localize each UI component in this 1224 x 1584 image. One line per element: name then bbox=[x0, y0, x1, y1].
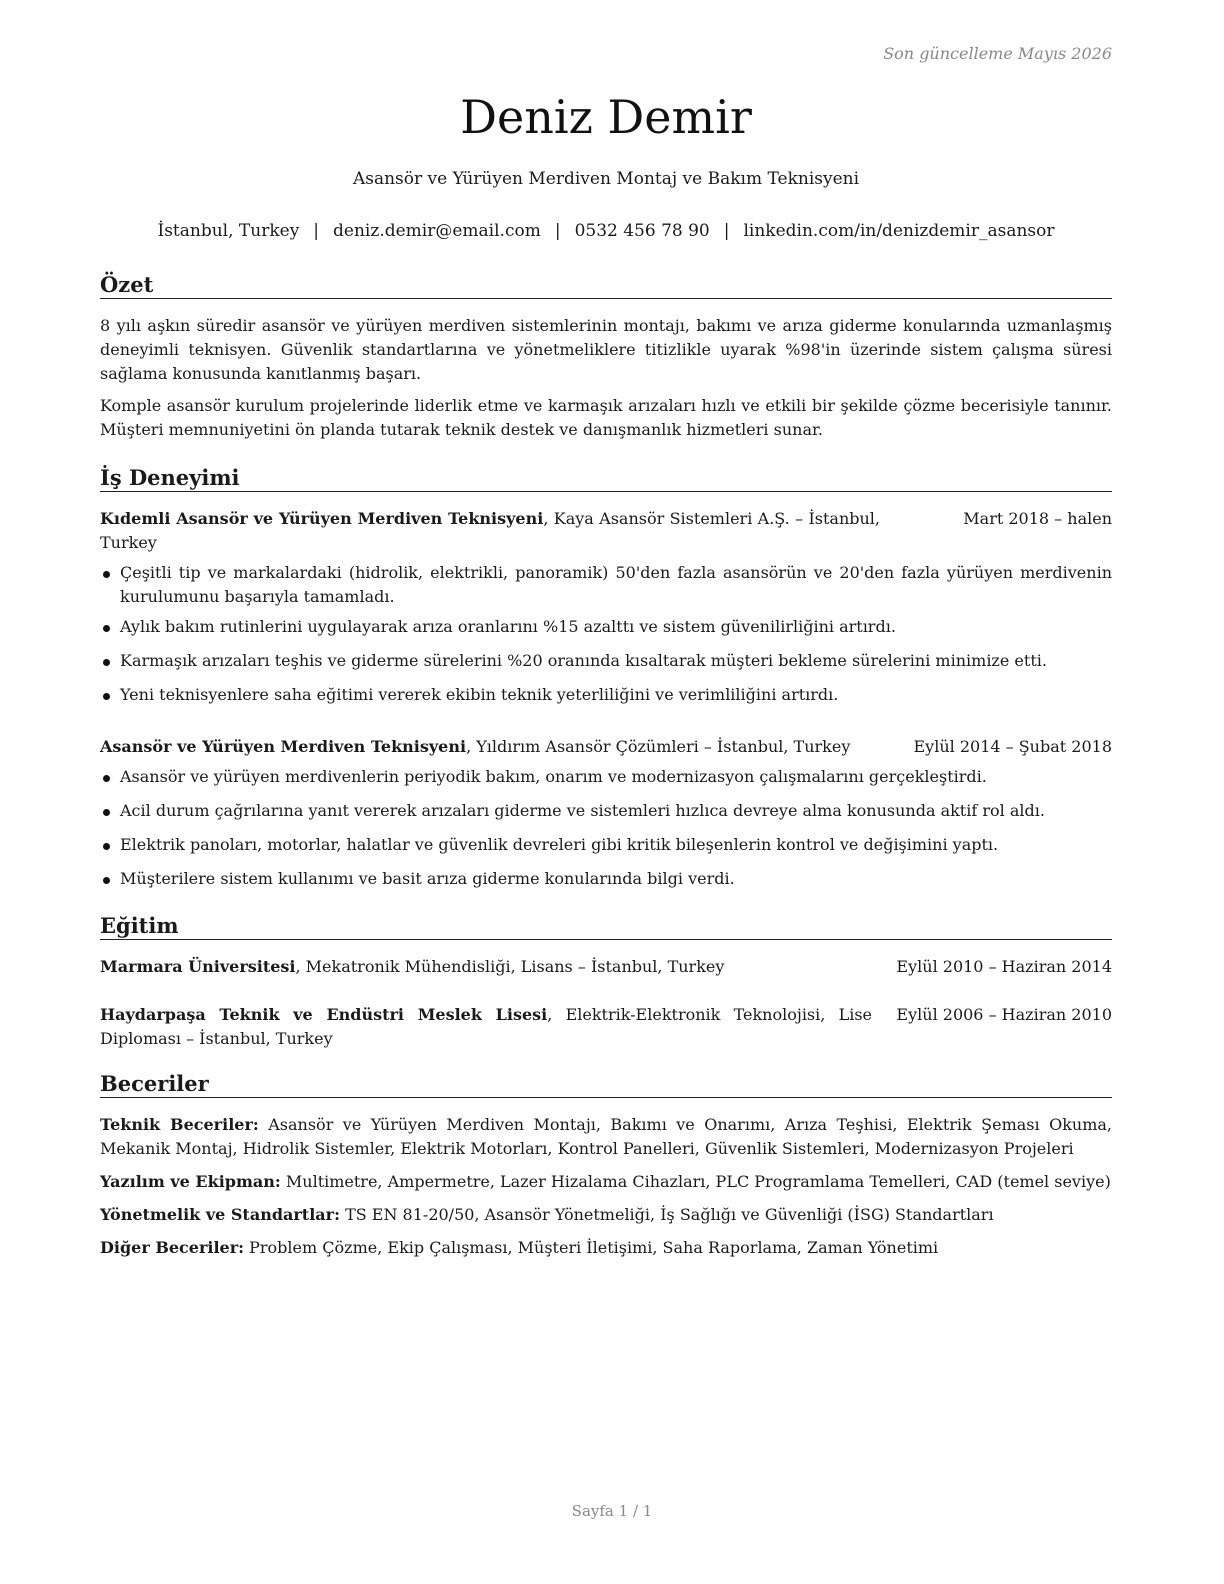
bullet-item: Elektrik panoları, motorlar, halatlar ve güvenlik devreleri gibi kritik bileşenlerin kontrol ve değişimini yaptı. bbox=[100, 833, 1112, 857]
job-entry bbox=[100, 507, 1112, 707]
section-title: Özet bbox=[100, 272, 1112, 299]
skill-row bbox=[100, 1113, 1112, 1161]
bullet-item: Yeni teknisyenlere saha eğitimi vererek ekibin teknik yeterliliğini ve verimliliğini artırdı. bbox=[100, 683, 1112, 707]
skill-label: Yazılım ve Ekipman: bbox=[100, 1172, 281, 1191]
skill-label: Diğer Beceriler: bbox=[100, 1238, 245, 1257]
education-detail: , Elektrik-Elektronik Teknolojisi, Lise Diploması – İstanbul, Turkey bbox=[100, 1005, 872, 1048]
job-bullets bbox=[100, 765, 1112, 891]
school-name: Marmara Üniversitesi bbox=[100, 957, 296, 976]
job-entry bbox=[100, 735, 1112, 891]
education-entry bbox=[100, 955, 1112, 979]
bullet-item: Çeşitli tip ve markalardaki (hidrolik, elektrikli, panoramik) 50'den fazla asansörün ve 20'den fazla yürüyen merdivenin kurulumunu başarıyla tamamladı. bbox=[100, 561, 1112, 609]
summary-section bbox=[100, 272, 1112, 442]
job-header bbox=[100, 735, 1112, 759]
last-updated: Son güncelleme Mayıs 2026 bbox=[883, 44, 1112, 63]
separator: | bbox=[723, 221, 730, 241]
location: İstanbul, Turkey bbox=[157, 221, 300, 241]
education-detail: , Mekatronik Mühendisliği, Lisans – İstanbul, Turkey bbox=[295, 957, 725, 976]
section-title: Beceriler bbox=[100, 1071, 1112, 1098]
job-company: , Yıldırım Asansör Çözümleri – İstanbul, Turkey bbox=[466, 737, 851, 756]
education-entry bbox=[100, 1003, 1112, 1051]
school-name: Haydarpaşa Teknik ve Endüstri Meslek Lisesi bbox=[100, 1005, 548, 1024]
separator: | bbox=[313, 221, 320, 241]
summary-paragraph: Komple asansör kurulum projelerinde liderlik etme ve karmaşık arızaları hızlı ve etkili bir şekilde çözme becerisiyle tanınır. Müşteri memnuniyetini ön planda tutarak teknik destek ve danışmanlık hizmetleri sunar. bbox=[100, 396, 1112, 439]
bullet-item: Asansör ve yürüyen merdivenlerin periyodik bakım, onarım ve modernizasyon çalışmalarını gerçekleştirdi. bbox=[100, 765, 1112, 789]
section-title: İş Deneyimi bbox=[100, 465, 1112, 492]
education-dates: Eylül 2010 – Haziran 2014 bbox=[892, 955, 1112, 979]
skill-row bbox=[100, 1236, 1112, 1260]
linkedin-link[interactable]: linkedin.com/in/denizdemir_asansor bbox=[743, 221, 1055, 241]
skill-row bbox=[100, 1170, 1112, 1194]
bullet-item: Müşterilere sistem kullanımı ve basit arıza giderme konularında bilgi verdi. bbox=[100, 867, 1112, 891]
bullet-item: Aylık bakım rutinlerini uygulayarak arıza oranlarını %15 azalttı ve sistem güvenilirliğini artırdı. bbox=[100, 615, 1112, 639]
email-link[interactable]: deniz.demir@email.com bbox=[333, 221, 541, 241]
skills-section bbox=[100, 1071, 1112, 1260]
job-company: , Kaya Asansör Sistemleri A.Ş. – İstanbul, Turkey bbox=[100, 509, 880, 552]
job-header bbox=[100, 507, 1112, 555]
headline: Asansör ve Yürüyen Merdiven Montaj ve Bakım Teknisyeni bbox=[352, 169, 860, 189]
candidate-name: Deniz Demir bbox=[460, 90, 752, 144]
education-section bbox=[100, 913, 1112, 1051]
skill-value: TS EN 81-20/50, Asansör Yönetmeliği, İş Sağlığı ve Güvenliği (İSG) Standartları bbox=[339, 1205, 994, 1224]
skill-value: Multimetre, Ampermetre, Lazer Hizalama Cihazları, PLC Programlama Temelleri, CAD (temel seviye) bbox=[280, 1172, 1111, 1191]
job-dates: Mart 2018 – halen bbox=[959, 507, 1112, 531]
section-title: Eğitim bbox=[100, 913, 1112, 940]
bullet-item: Karmaşık arızaları teşhis ve giderme sürelerini %20 oranında kısaltarak müşteri bekleme sürelerini minimize etti. bbox=[100, 649, 1112, 673]
job-role: Asansör ve Yürüyen Merdiven Teknisyeni bbox=[100, 737, 467, 756]
skill-label: Teknik Beceriler: bbox=[100, 1115, 259, 1134]
separator: | bbox=[554, 221, 561, 241]
job-bullets bbox=[100, 561, 1112, 707]
skill-row bbox=[100, 1203, 1112, 1227]
contact-line bbox=[100, 220, 1112, 242]
phone: 0532 456 78 90 bbox=[574, 221, 710, 241]
experience-section bbox=[100, 465, 1112, 891]
page-number: Sayfa 1 / 1 bbox=[571, 1502, 653, 1520]
bullet-item: Acil durum çağrılarına yanıt vererek arızaları giderme ve sistemleri hızlıca devreye alma konusunda aktif rol aldı. bbox=[100, 799, 1112, 823]
job-role: Kıdemli Asansör ve Yürüyen Merdiven Teknisyeni bbox=[100, 509, 544, 528]
summary-paragraph: 8 yılı aşkın süredir asansör ve yürüyen merdiven sistemlerinin montajı, bakımı ve arıza giderme konularında uzmanlaşmış deneyimli teknisyen. Güvenlik standartlarına ve yönetmeliklere titizlikle uyarak %98'in üzerinde sistem çalışma süresi sağlama konusunda kanıtlanmış başarı. bbox=[100, 316, 1112, 383]
skill-value: Problem Çözme, Ekip Çalışması, Müşteri İletişimi, Saha Raporlama, Zaman Yönetimi bbox=[244, 1238, 939, 1257]
skill-label: Yönetmelik ve Standartlar: bbox=[100, 1205, 340, 1224]
job-dates: Eylül 2014 – Şubat 2018 bbox=[909, 735, 1112, 759]
education-dates: Eylül 2006 – Haziran 2010 bbox=[892, 1003, 1112, 1027]
skill-value: Asansör ve Yürüyen Merdiven Montajı, Bakımı ve Onarımı, Arıza Teşhisi, Elektrik Şeması Okuma, Mekanik Montaj, Hidrolik Sistemler, Elektrik Motorları, Kontrol Panelleri, Güvenlik Sistemleri, Modernizasyon Projeleri bbox=[100, 1115, 1112, 1158]
